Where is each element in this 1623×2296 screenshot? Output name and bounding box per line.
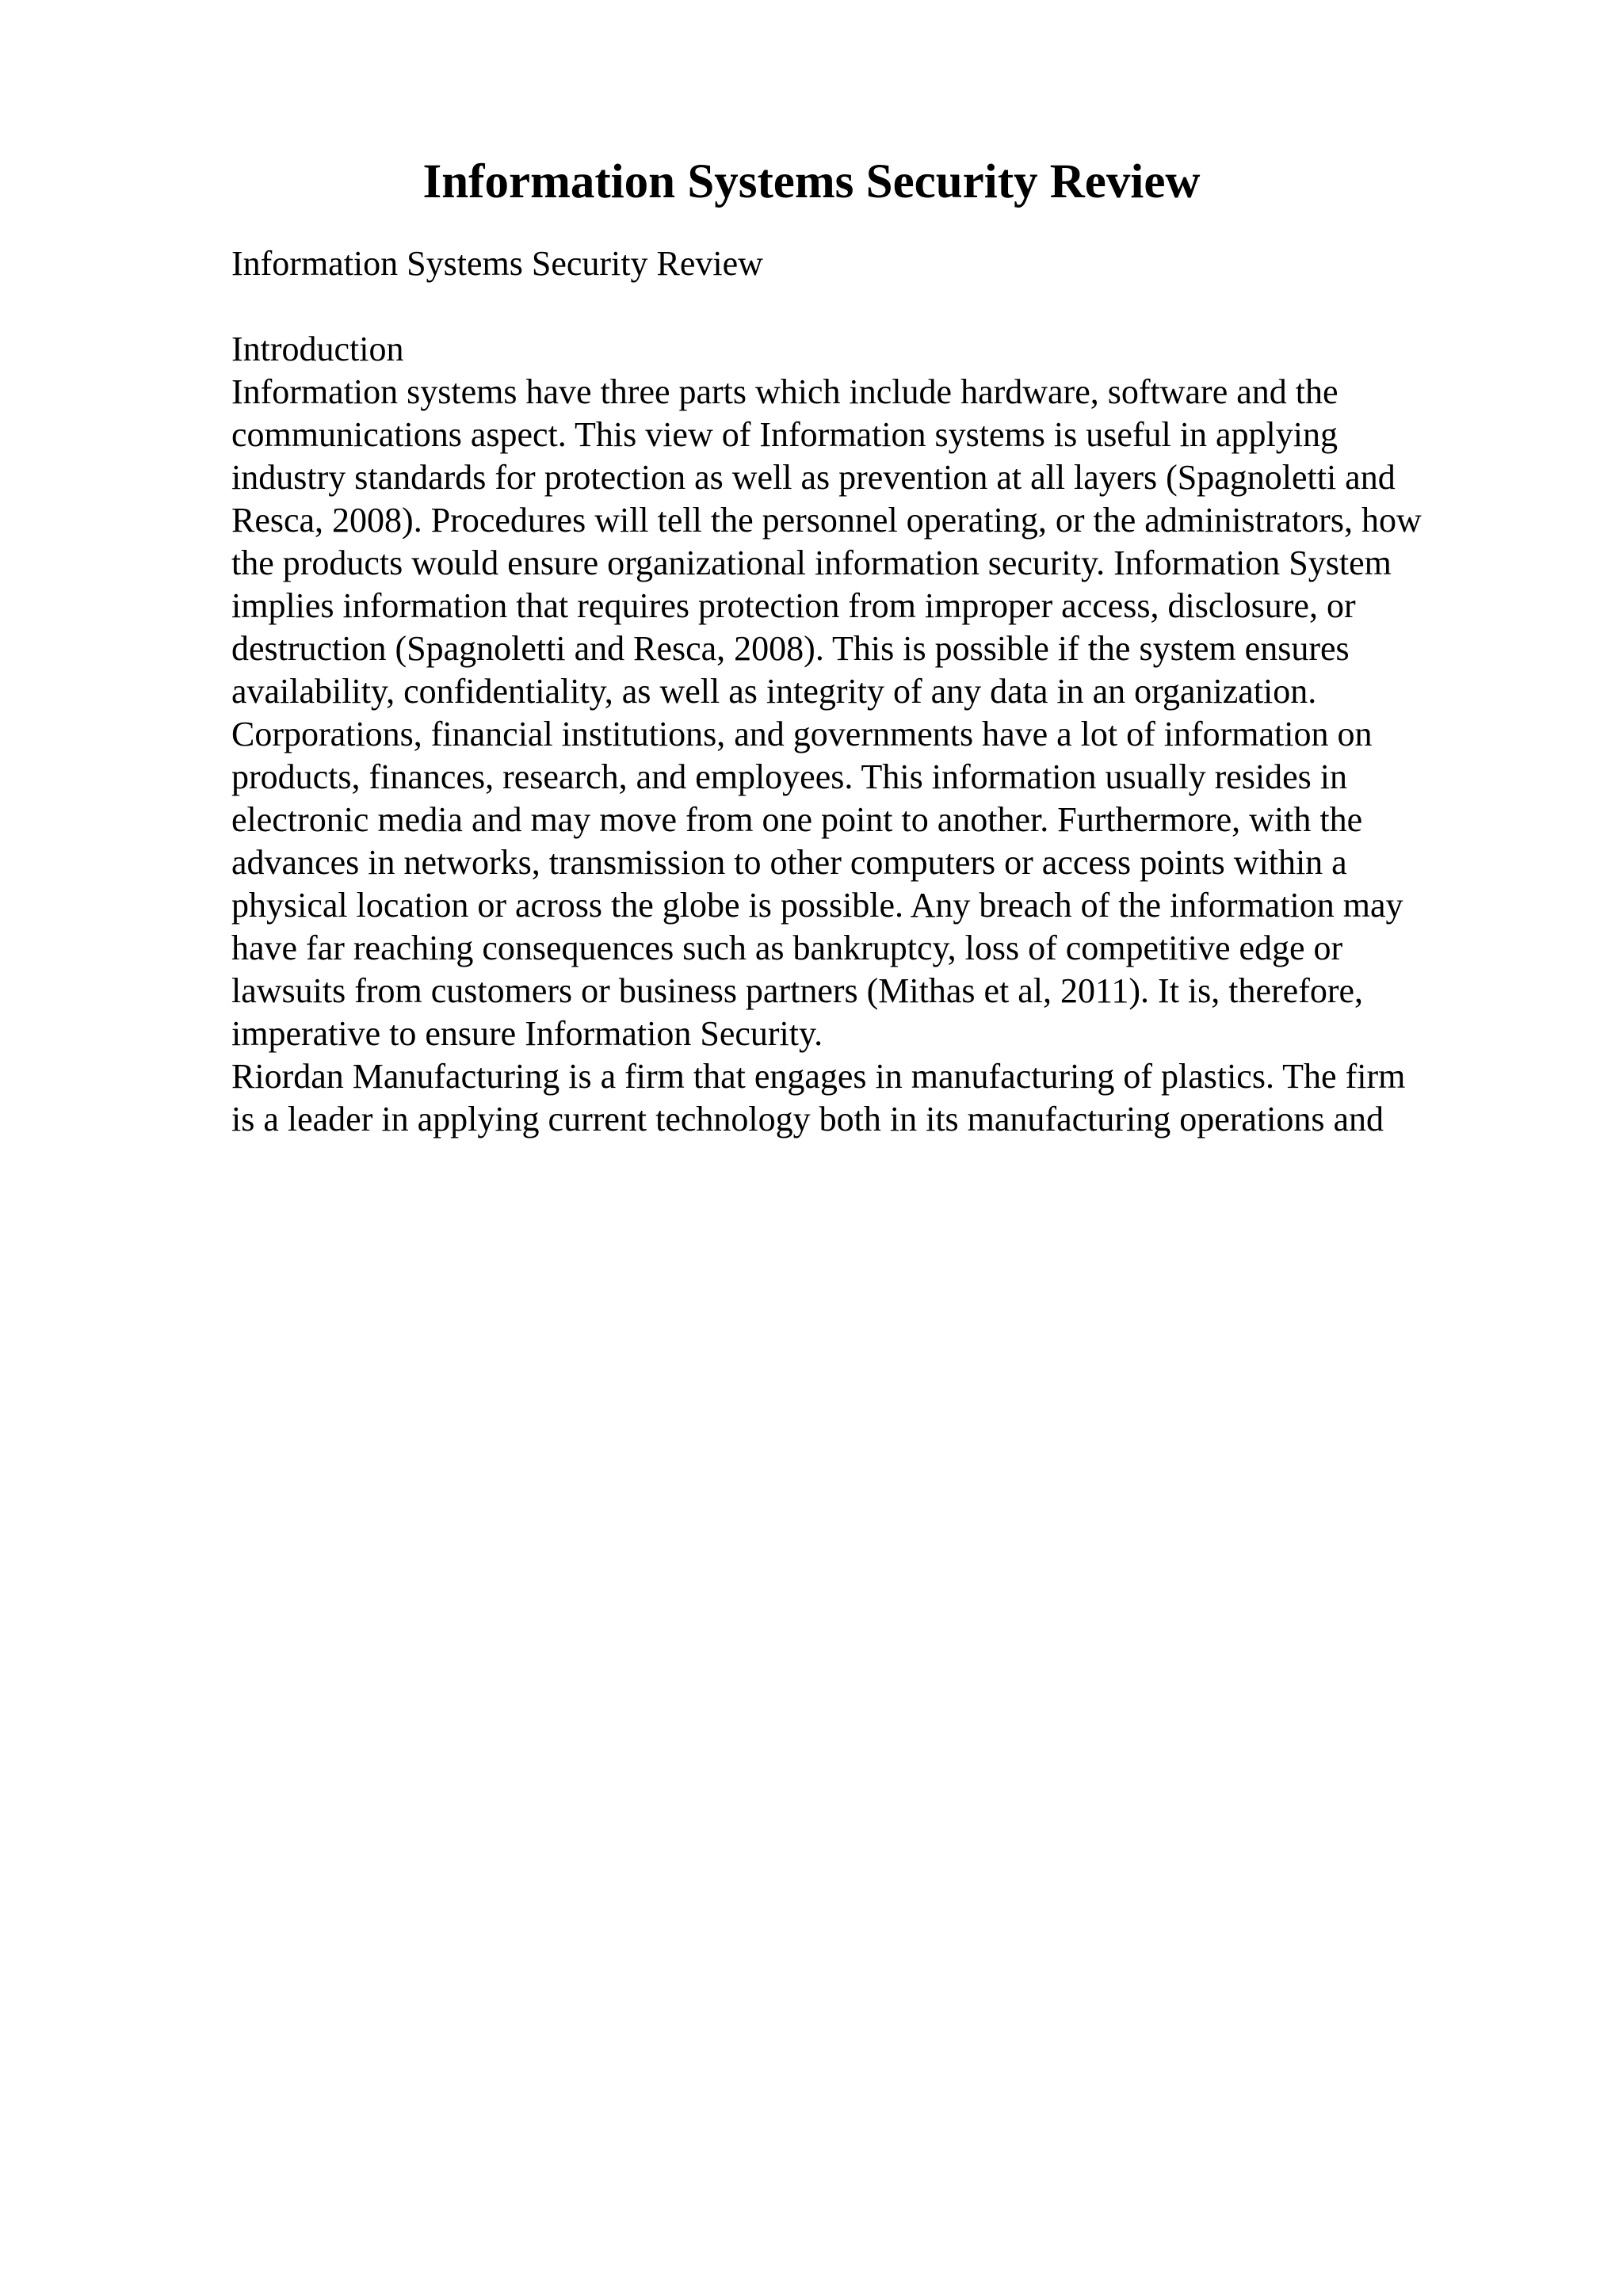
document-subtitle: Information Systems Security Review <box>231 244 763 283</box>
paragraph-line: is a leader in applying current technology both in its manufacturing operations and <box>231 1100 1384 1138</box>
document-title: Information Systems Security Review <box>422 155 1201 208</box>
paragraph-line: Riordan Manufacturing is a firm that engages in manufacturing of plastics. The firm <box>231 1057 1406 1096</box>
section-heading-introduction: Introduction <box>231 330 404 368</box>
paragraph-line: products, finances, research, and employees. This information usually resides in <box>231 757 1348 796</box>
paragraph-line: imperative to ensure Information Security. <box>231 1014 823 1053</box>
paragraph-line: physical location or across the globe is possible. Any breach of the information may <box>231 886 1403 925</box>
paragraph-line: availability, confidentiality, as well as integrity of any data in an organization. <box>231 672 1317 711</box>
paragraph-line: electronic media and may move from one point to another. Furthermore, with the <box>231 800 1363 839</box>
document-body <box>231 242 1531 1141</box>
paragraph-line: industry standards for protection as well as prevention at all layers (Spagnoletti and <box>231 458 1396 497</box>
paragraph-line: have far reaching consequences such as bankruptcy, loss of competitive edge or <box>231 929 1343 967</box>
paragraph-riordan <box>231 1055 1531 1141</box>
paragraph-line: communications aspect. This view of Information systems is useful in applying <box>231 415 1338 454</box>
paragraph-line: Corporations, financial institutions, and governments have a lot of information on <box>231 715 1373 753</box>
paragraph-line: destruction (Spagnoletti and Resca, 2008). This is possible if the system ensures <box>231 629 1350 668</box>
paragraph-introduction <box>231 371 1531 1055</box>
paragraph-line: implies information that requires protection from improper access, disclosure, or <box>231 586 1356 625</box>
paragraph-line: the products would ensure organizational information security. Information System <box>231 543 1392 582</box>
paragraph-line: lawsuits from customers or business partners (Mithas et al, 2011). It is, therefore, <box>231 971 1364 1010</box>
paragraph-line: advances in networks, transmission to other computers or access points within a <box>231 843 1347 882</box>
paragraph-line: Resca, 2008). Procedures will tell the personnel operating, or the administrators, how <box>231 501 1422 540</box>
paragraph-line: Information systems have three parts which include hardware, software and the <box>231 372 1338 411</box>
